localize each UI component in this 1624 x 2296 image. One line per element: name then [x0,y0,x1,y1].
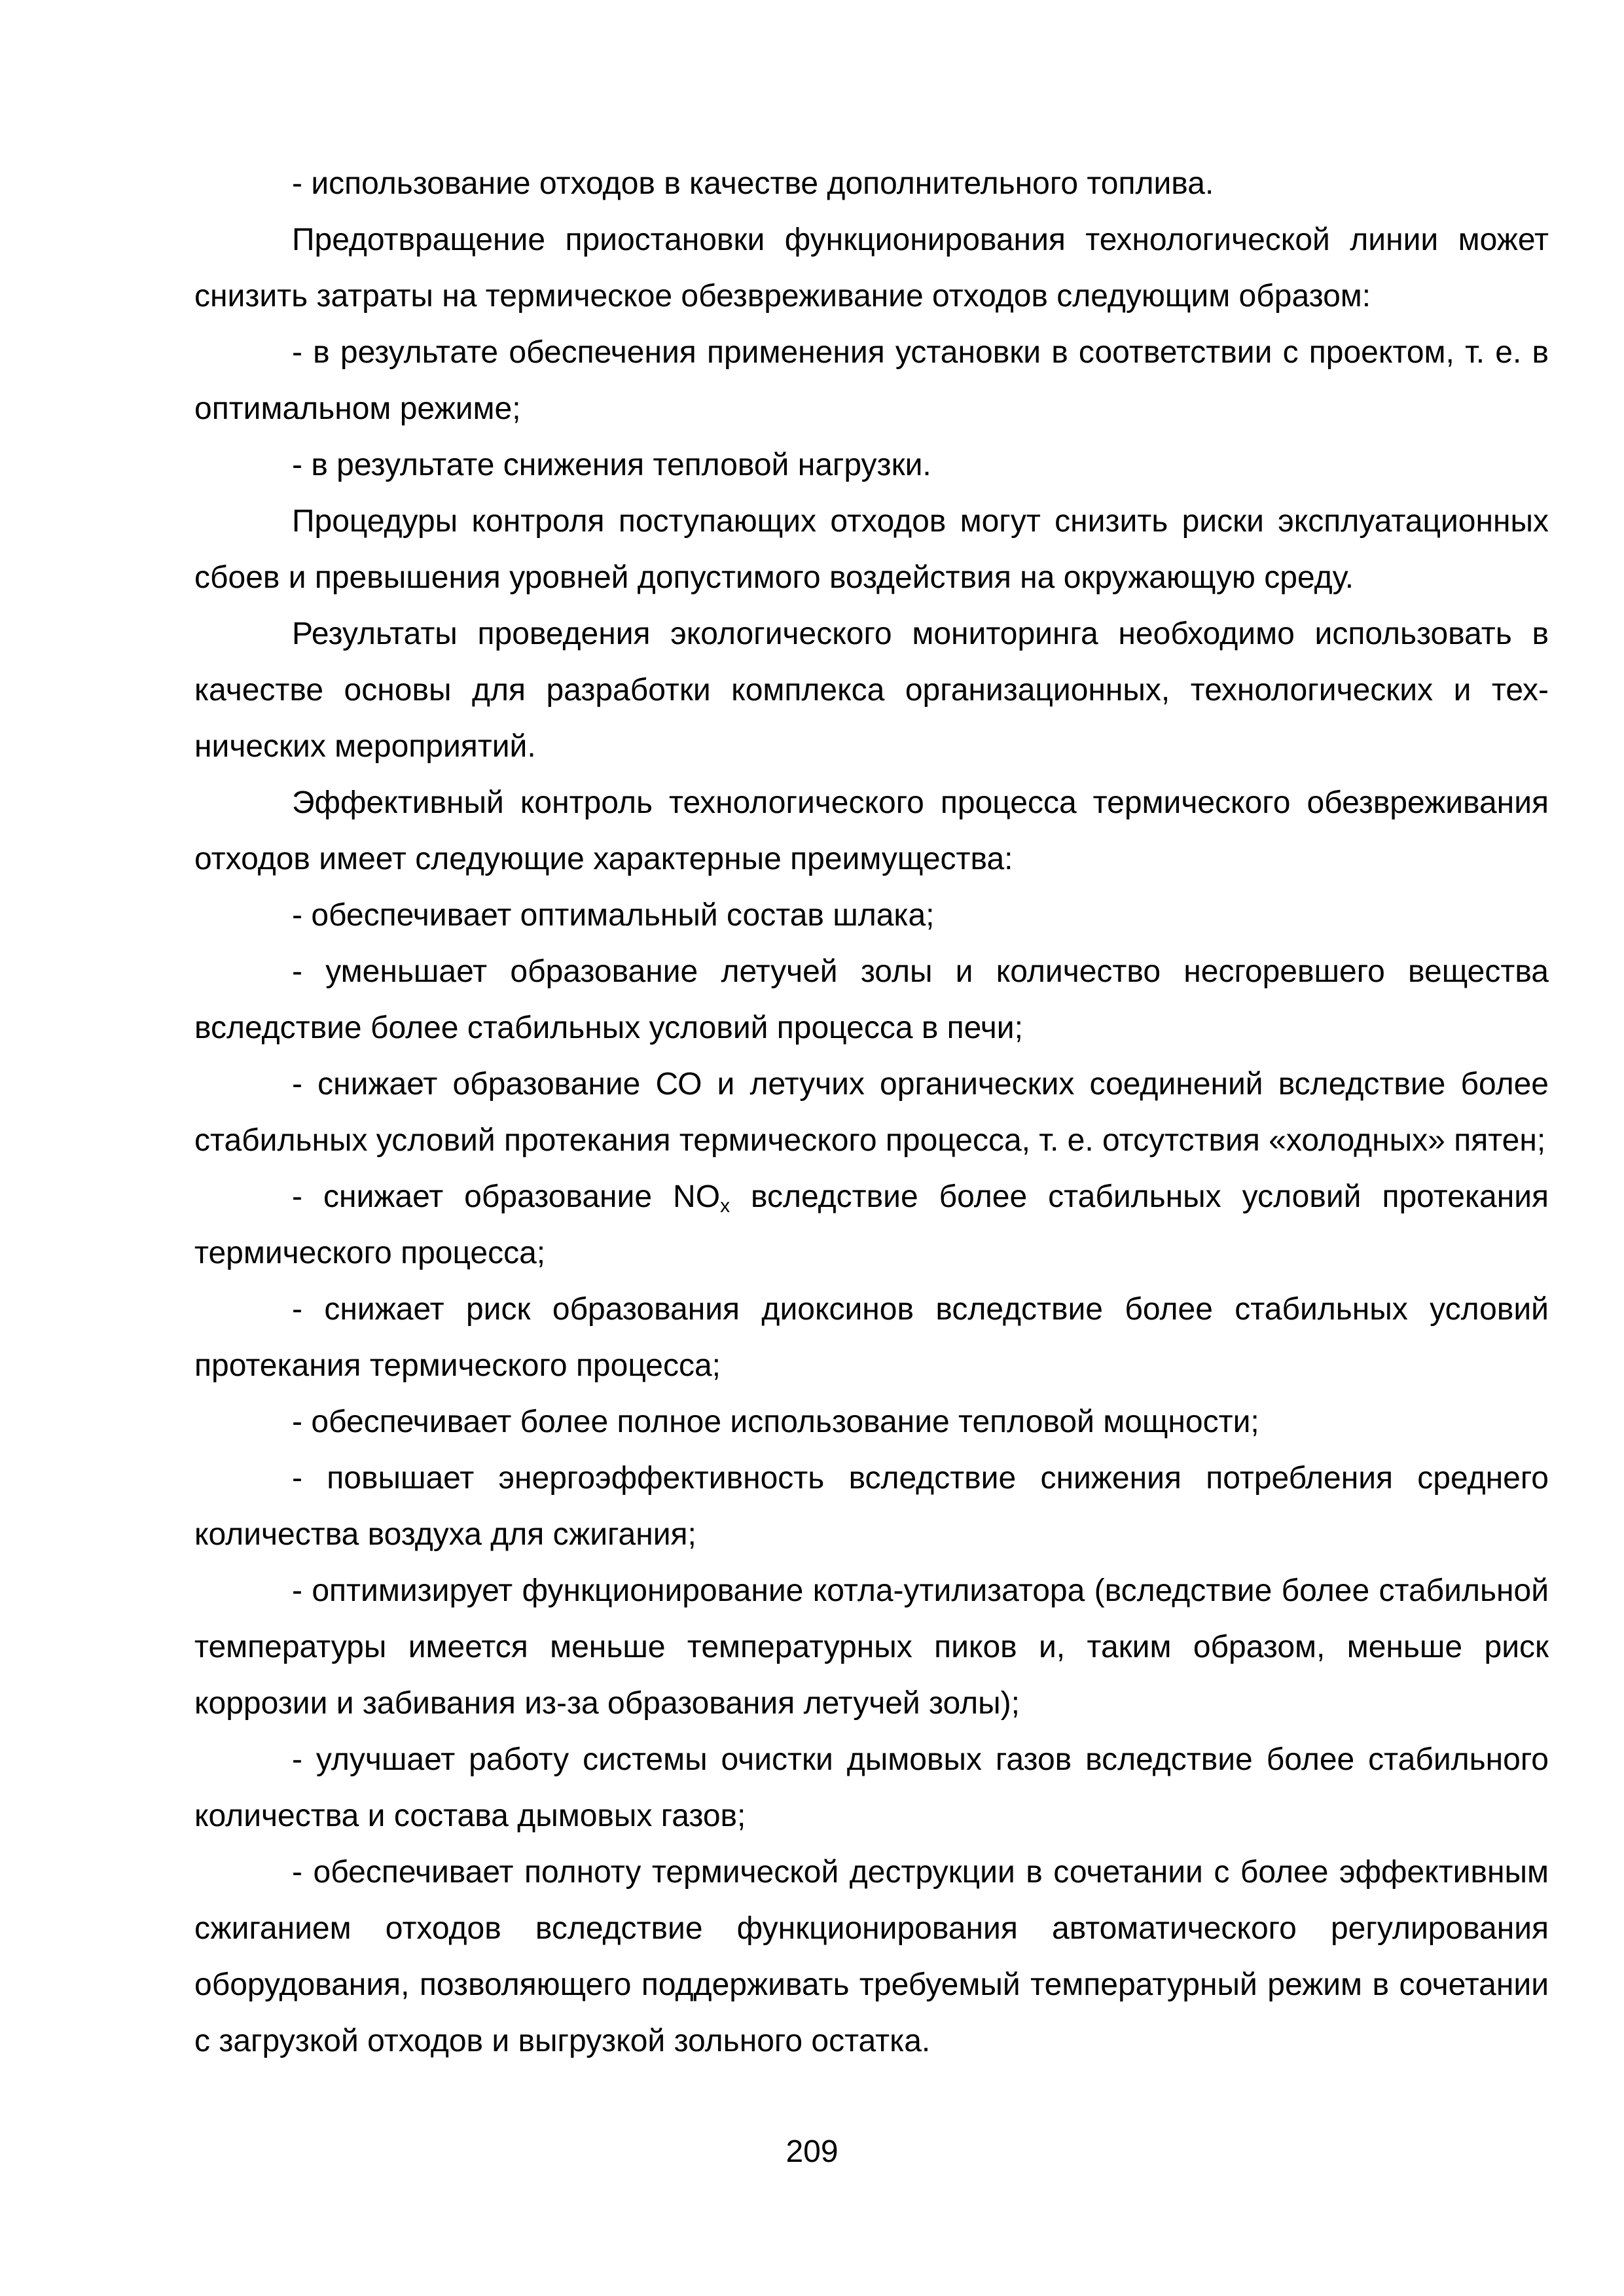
bullet-paragraph: - улучшает работу системы очистки дымовых газов вследствие более стабильного количества и состава дымовых газов; [194,1742,1549,1833]
bullet-paragraph: - уменьшает образование летучей золы и количество несгоревшего вещества вследствие более стабильных условий процесса в печи; [194,954,1549,1045]
nox-subscript: x [720,1195,731,1217]
bullet-paragraph: - обеспечивает более полное использование тепловой мощности; [292,1405,1259,1439]
nox-text-before: - снижает образование NO [292,1179,721,1214]
bullet-paragraph: - использование отходов в качестве дополнительного топлива. [292,166,1214,201]
bullet-paragraph-nox [194,1169,1549,1282]
bullet-paragraph: - оптимизирует функционирование котла-утилизатора (вследствие более стабильной температуры имеется меньше температурных пиков и, таким образом, меньше риск коррозии и забивания из-за образования летучей золы); [194,1573,1549,1721]
page-number: 209 [785,2134,839,2169]
bullet-paragraph: - обеспечивает полноту термической деструкции в сочетании с более эффективным сжиганием отходов вследствие функционирования автоматического регулирования оборудования, позволяющего поддерживать требуемый температурный режим в сочетании с загрузкой отходов и выгрузкой зольного остатка. [194,1855,1549,2058]
bullet-paragraph: - обеспечивает оптимальный состав шлака; [292,898,935,933]
paragraph: Процедуры контроля поступающих отходов могут снизить риски эксплуатационных сбоев и превышения уровней допустимого воздействия на окружающую среду. [194,504,1549,595]
paragraph: Эффективный контроль технологического процесса термического обезвреживания отходов имеет следующие характерные преимущества: [194,785,1549,876]
paragraph: Результаты проведения экологического мониторинга необходимо использовать в качестве основы для разработки комплекса организационных, технологических и технических мероприятий. [194,617,1549,764]
nox-text-after: вследствие более стабильных условий протекания термического процесса; [194,1179,1549,1270]
bullet-paragraph: - в результате снижения тепловой нагрузки. [292,448,931,482]
page-body [194,156,1549,2070]
bullet-paragraph: - снижает образование СО и летучих органических соединений вследствие более стабильных условий протекания термического процесса, т. е. отсутствия «холодных» пятен; [194,1067,1549,1158]
paragraph: Предотвращение приостановки функционирования технологической линии может снизить затраты на термическое обезвреживание отходов следующим образом: [194,223,1549,314]
bullet-paragraph: - снижает риск образования диоксинов вследствие более стабильных условий протекания термического процесса; [194,1292,1549,1383]
bullet-paragraph: - повышает энергоэффективность вследствие снижения потребления среднего количества воздуха для сжигания; [194,1461,1549,1552]
bullet-paragraph: - в результате обеспечения применения установки в соответствии с проектом, т. е. в оптимальном режиме; [194,335,1549,426]
